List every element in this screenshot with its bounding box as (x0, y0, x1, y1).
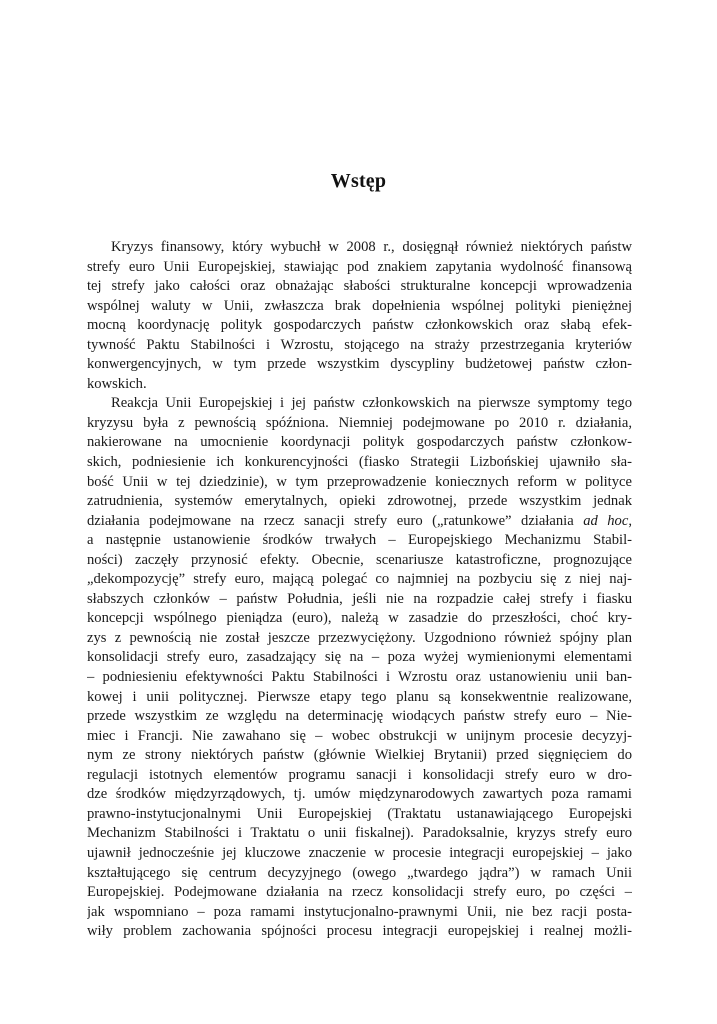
text-line: tej strefy jako całości oraz obnażając słabości strukturalne koncepcji wprowadzenia (87, 278, 632, 295)
body-text (87, 238, 632, 942)
text-line: Kryzys finansowy, który wybuchł w 2008 r., dosięgnął również niektórych państw (111, 239, 632, 255)
text-line: kowej i unii politycznej. Pierwsze etapy tego planu są konsekwentnie realizowane, (87, 688, 632, 705)
text-line: regulacji istotnych elementów programu sanacji i konsolidacji strefy euro w dro- (87, 766, 632, 783)
text-line: strefy euro Unii Europejskiej, stawiając pod znakiem zapytania wydolność finansową (87, 258, 632, 275)
paragraph (87, 238, 632, 394)
text-line: wiły problem zachowania spójności procesu integracji europejskiej i realnej możli- (87, 923, 632, 940)
text-line: słabszych członków – państw Południa, jeśli nie na rozpadzie całej strefy i fiasku (87, 590, 632, 607)
text-line: konwergencyjnych, w tym przede wszystkim dyscypliny budżetowej państw człon- (87, 356, 632, 373)
text-line: zatrudnienia, systemów emerytalnych, opieki zdrowotnej, przede wszystkim jednak (87, 493, 632, 510)
text-line: tywność Paktu Stabilności i Wzrostu, stojącego na straży przestrzegania kryteriów (87, 336, 632, 353)
text-line: „dekompozycję” strefy euro, mającą polegać co najmniej na pozbyciu się z niej naj- (87, 571, 632, 588)
page-title: Wstęp (330, 170, 387, 192)
text-line: skich, podniesienie ich konkurencyjności (fiasko Strategii Lizbońskiej ujawniło sła- (87, 454, 632, 471)
text-line: konsolidacji strefy euro, zasadzający się na – poza wyżej wymienionymi elementami (87, 649, 632, 666)
text-line: koncepcji wspólnego pieniądza (euro), należą w zasadzie do przeszłości, choć kry- (87, 610, 632, 627)
text-line: przede wszystkim ze względu na determinację wiodących państw strefy euro – Nie- (87, 708, 632, 725)
text-line: zys z pewnością nie został jeszcze przezwyciężony. Uzgodniono również spójny plan (87, 629, 632, 646)
text-line: jak wspomniano – poza ramami instytucjonalno-prawnymi Unii, nie bez racji posta- (87, 903, 632, 920)
text-line: kryzysu była z pewnością spóźniona. Niemniej podejmowane po 2010 r. działania, (87, 414, 632, 431)
text-line: wspólnej waluty w Unii, zwłaszcza brak dopełnienia wspólnej polityki pieniężnej (87, 297, 632, 314)
text-line: dze środków międzyrządowych, tj. umów międzynarodowych zawartych poza ramami (87, 786, 632, 803)
text-line: ności) zaczęły przynosić efekty. Obecnie, scenariusze katastroficzne, prognozujące (87, 551, 632, 568)
text-line: ujawnił jednocześnie jej kluczowe znaczenie w procesie integracji europejskiej – jako (87, 844, 632, 861)
text-line: a następnie ustanowienie środków trwałych – Europejskiego Mechanizmu Stabil- (87, 532, 632, 549)
text-line: nym ze strony niektórych państw (głównie Wielkiej Brytanii) przed sięgnięciem do (87, 747, 632, 764)
text-line: Mechanizm Stabilności i Traktatu o unii fiskalnej). Paradoksalnie, kryzys strefy euro (87, 825, 632, 842)
text-line: Reakcja Unii Europejskiej i jej państw członkowskich na pierwsze symptomy tego (111, 395, 632, 412)
text-line: miec i Francji. Nie zawahano się – wobec obstrukcji w unijnym procesie decyzyj- (87, 727, 632, 744)
text-line: nakierowane na umocnienie koordynacji polityk gospodarczych państw członkow- (87, 434, 632, 451)
paragraph (87, 394, 632, 941)
text-line: Europejskiej. Podejmowane działania na rzecz konsolidacji strefy euro, po części – (87, 884, 632, 901)
text-line: kształtującego się centrum decyzyjnego (owego „twardego jądra”) w ramach Unii (87, 864, 632, 881)
text-line: – podniesieniu efektywności Paktu Stabilności i Wzrostu oraz ustanowieniu unii ban- (87, 669, 632, 686)
text-line: prawno-instytucjonalnymi Unii Europejskiej (Traktatu ustanawiającego Europejski (87, 805, 632, 822)
text-line: kowskich. (87, 375, 147, 392)
text-line: działania podejmowane na rzecz sanacji strefy euro („ratunkowe” działania ad hoc, (87, 512, 632, 529)
text-line: bość Unii w tej dziedzinie), w tym przeprowadzenie koniecznych reform w polityce (87, 473, 632, 490)
text-line: mocną koordynację polityk gospodarczych państw członkowskich oraz słabą efek- (87, 317, 632, 334)
